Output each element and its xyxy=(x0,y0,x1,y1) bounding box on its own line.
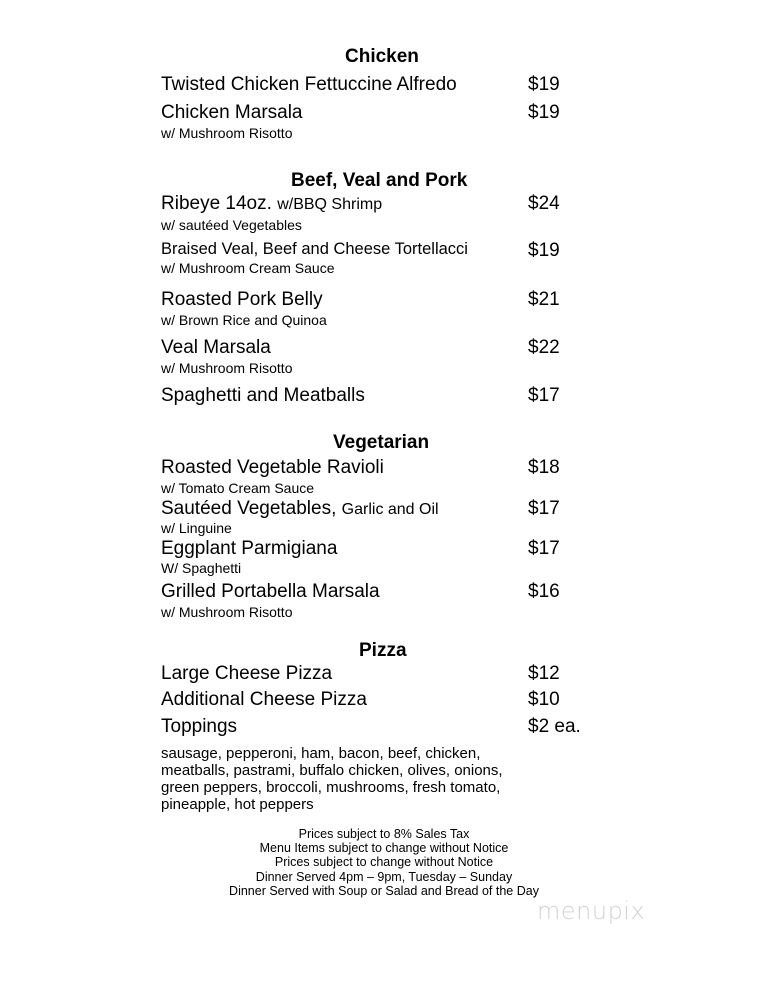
menu-item-price: $12 xyxy=(528,663,560,684)
menu-item-price: $19 xyxy=(528,240,560,261)
menu-item-name: Braised Veal, Beef and Cheese Tortellacci xyxy=(161,240,468,258)
menu-item-price: $17 xyxy=(528,385,560,406)
section-heading-pizza: Pizza xyxy=(359,640,407,661)
note-line: Dinner Served 4pm – 9pm, Tuesday – Sunday xyxy=(255,869,513,884)
menu-item-price: $18 xyxy=(528,457,560,478)
menu-item-name: Veal Marsala xyxy=(161,337,271,358)
menu-item-price: $19 xyxy=(528,74,560,95)
menu-item-price: $21 xyxy=(528,289,560,310)
menu-item-price: $24 xyxy=(528,193,560,214)
menu-item-name: Roasted Pork Belly xyxy=(161,289,323,310)
menu-item-name xyxy=(161,193,382,215)
menu-item-name: Chicken Marsala xyxy=(161,102,303,123)
menu-item-price: $19 xyxy=(528,102,560,123)
note-line: Prices subject to change without Notice xyxy=(274,855,494,870)
menu-item-name xyxy=(161,498,439,520)
menu-item-price: $10 xyxy=(528,689,560,710)
menu-item-name-suffix: Garlic and Oil xyxy=(341,501,439,518)
menu-item-name: Additional Cheese Pizza xyxy=(161,689,367,710)
menu-item-description: w/ Mushroom Risotto xyxy=(161,125,293,141)
menu-item-name-main: Sautéed Vegetables, xyxy=(161,498,337,519)
menu-item-description: w/ Linguine xyxy=(161,520,232,536)
menu-item-name: Eggplant Parmigiana xyxy=(161,538,338,559)
menu-item-price: $17 xyxy=(528,498,560,519)
menu-item-description: w/ sautéed Vegetables xyxy=(161,217,302,233)
section-heading-beef-veal-pork: Beef, Veal and Pork xyxy=(291,170,468,191)
menu-item-price: $16 xyxy=(528,581,560,602)
menu-item-name: Twisted Chicken Fettuccine Alfredo xyxy=(161,74,457,95)
menu-item-description: w/ Brown Rice and Quinoa xyxy=(161,312,327,328)
menu-item-name-suffix: w/BBQ Shrimp xyxy=(277,196,383,213)
section-heading-chicken: Chicken xyxy=(345,46,419,67)
menu-item-name: Toppings xyxy=(161,716,238,737)
menu-item-name: Large Cheese Pizza xyxy=(161,663,333,684)
menu-notes xyxy=(0,827,768,898)
menu-item-price: $17 xyxy=(528,538,560,559)
menu-item-description: w/ Mushroom Risotto xyxy=(161,360,293,376)
note-line: Dinner Served with Soup or Salad and Bread of the Day xyxy=(229,883,539,898)
menu-item-name: Grilled Portabella Marsala xyxy=(161,581,380,602)
menu-item-description: w/ Mushroom Risotto xyxy=(161,604,293,620)
menu-item-name: Roasted Vegetable Ravioli xyxy=(161,457,384,478)
note-line: Prices subject to 8% Sales Tax xyxy=(298,827,470,841)
menu-item-name: Spaghetti and Meatballs xyxy=(161,385,365,406)
section-heading-vegetarian: Vegetarian xyxy=(333,432,430,453)
menu-item-price: $2 ea. xyxy=(528,716,581,737)
menu-item-price: $22 xyxy=(528,337,560,358)
note-line: Menu Items subject to change without Notice xyxy=(259,841,509,856)
menu-item-name-main: Ribeye 14oz. xyxy=(161,193,272,214)
toppings-list: sausage, pepperoni, ham, bacon, beef, chicken, meatballs, pastrami, buffalo chicken, olives, onions, green peppers, broccoli, mushrooms, fresh tomato, pineapple, hot peppers xyxy=(161,745,503,813)
menu-item-description: w/ Mushroom Cream Sauce xyxy=(161,260,335,276)
watermark-logo: menupix xyxy=(537,897,646,925)
menu-item-description: W/ Spaghetti xyxy=(161,560,242,576)
menu-item-description: w/ Tomato Cream Sauce xyxy=(161,480,315,496)
